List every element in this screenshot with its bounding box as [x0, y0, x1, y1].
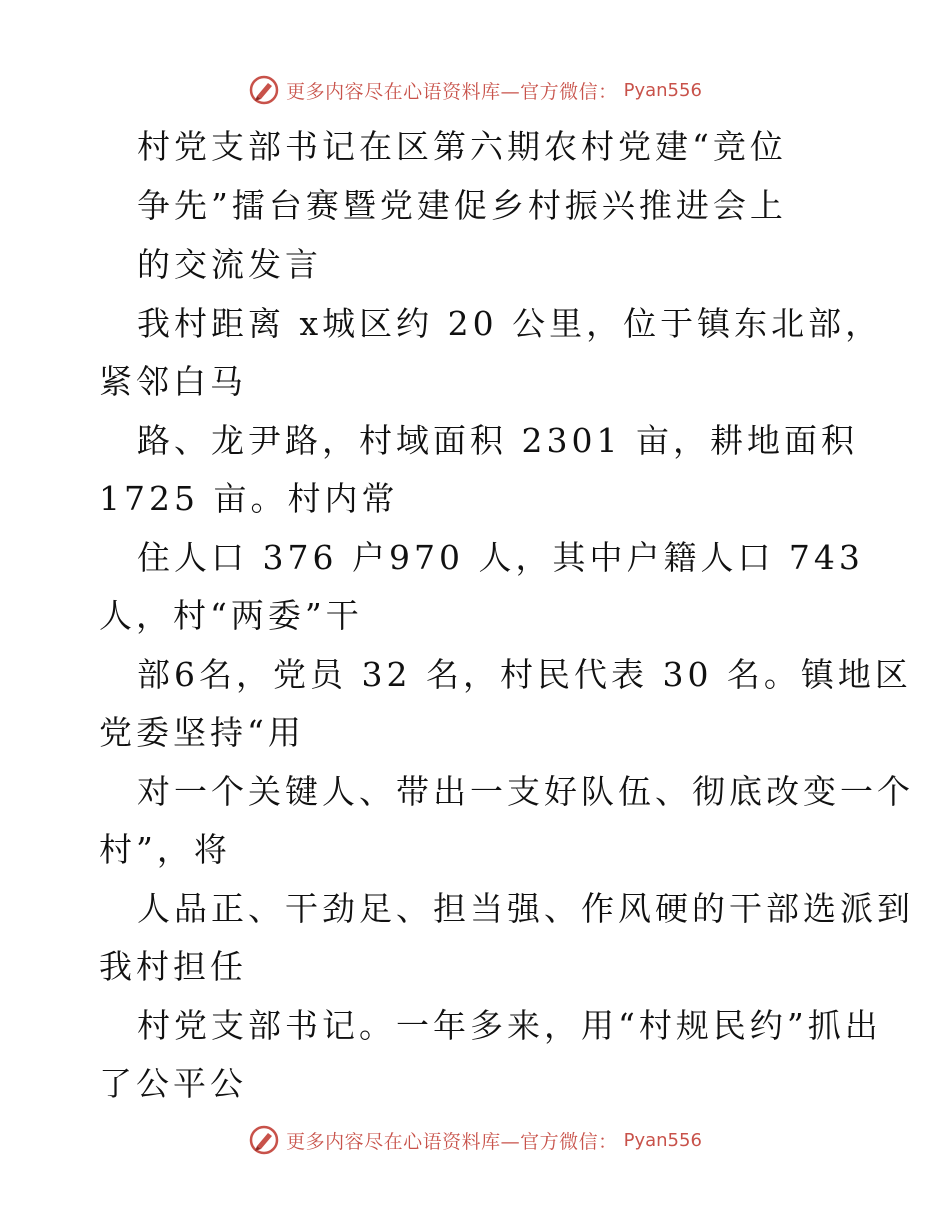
doc-line: 村党支部书记在区第六期农村党建“竞位 — [137, 127, 787, 166]
doc-line: 了公平公 — [99, 1064, 247, 1103]
doc-line: 村”，将 — [99, 830, 231, 869]
doc-line: 我村担任 — [99, 947, 247, 986]
banner-contact: Pyan556 — [623, 79, 702, 101]
doc-line: 紧邻白马 — [99, 362, 247, 401]
doc-line: 路、龙尹路，村域面积 2301 亩，耕地面积 — [137, 421, 858, 460]
doc-line: 人，村“两委”干 — [99, 596, 363, 635]
doc-line: 住人口 376 户970 人，其中户籍人口 743 — [137, 538, 864, 577]
header-watermark-banner — [0, 72, 950, 108]
pen-logo-icon — [248, 74, 280, 106]
footer-watermark-banner — [0, 1122, 950, 1158]
doc-line: 党委坚持“用 — [99, 713, 305, 752]
doc-line: 1725 亩。村内常 — [99, 479, 399, 518]
banner-text: 更多内容尽在心语资料库—官方微信： — [286, 1130, 618, 1153]
doc-line: 部6名，党员 32 名，村民代表 30 名。镇地区 — [137, 655, 912, 694]
doc-line: 我村距离 x城区约 20 公里，位于镇东北部， — [137, 304, 883, 343]
doc-line: 争先”擂台赛暨党建促乡村振兴推进会上 — [137, 186, 787, 225]
doc-line: 的交流发言 — [137, 245, 322, 284]
banner-text: 更多内容尽在心语资料库—官方微信： — [286, 80, 618, 103]
pen-logo-icon — [248, 1124, 280, 1156]
banner-contact: Pyan556 — [623, 1129, 702, 1151]
doc-line: 村党支部书记。一年多来，用“村规民约”抓出 — [137, 1006, 882, 1045]
doc-line: 对一个关键人、带出一支好队伍、彻底改变一个 — [137, 772, 914, 811]
doc-line: 人品正、干劲足、担当强、作风硬的干部选派到 — [137, 889, 914, 928]
